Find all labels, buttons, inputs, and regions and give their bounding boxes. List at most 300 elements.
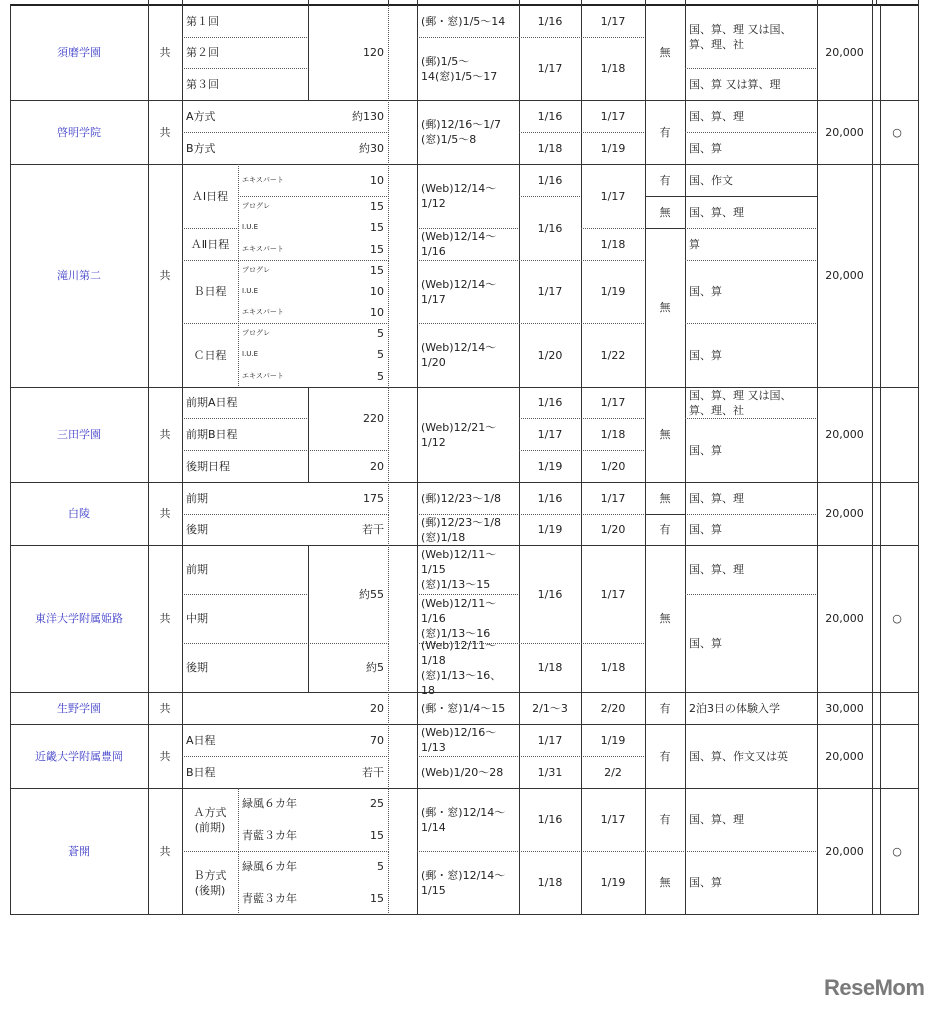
subjects-text: 国、算	[689, 636, 722, 650]
round-row	[182, 514, 389, 546]
interview	[645, 692, 686, 725]
course-capacity: 10	[370, 173, 384, 187]
subjects-text: 国、算、理	[689, 205, 744, 219]
application-period-text: (Web)12/14～1/17	[421, 277, 497, 306]
course-name: 緑風６カ年	[242, 797, 297, 811]
course-row	[242, 305, 384, 320]
interview	[645, 196, 686, 229]
subjects-text: 2泊3日の体験入学	[689, 701, 780, 715]
exam-date-text: 1/16	[537, 813, 563, 826]
exam-date	[519, 692, 582, 725]
announce-date	[581, 37, 646, 101]
interview	[645, 851, 686, 915]
exam-date	[519, 545, 582, 644]
round-label-text: 中期	[186, 612, 208, 625]
coed-type-text: 共	[159, 125, 171, 139]
application-period	[417, 228, 520, 261]
subjects-text: 国、算、理	[689, 813, 744, 826]
blank-cell	[388, 5, 418, 101]
school-name	[10, 482, 149, 546]
course-name: I.U.E	[242, 287, 259, 295]
course-capacity: 15	[370, 221, 384, 235]
exam-date-text: 1/19	[537, 523, 563, 536]
application-period	[417, 100, 520, 165]
exam-date	[519, 482, 582, 515]
subjects	[685, 418, 818, 483]
application-period-text: (郵)12/23～1/8	[421, 491, 501, 505]
application-period-text: (郵・窓)12/14～ 1/15	[421, 868, 506, 897]
exam-date-text: 1/17	[537, 62, 563, 75]
course-name: 緑風６カ年	[242, 860, 297, 874]
subjects	[685, 323, 818, 388]
round-label	[182, 37, 309, 69]
announce-date-text: 1/17	[600, 587, 626, 601]
interview-text: 無	[659, 301, 671, 314]
coed-type-text: 共	[159, 612, 171, 625]
mark-cell	[876, 482, 919, 546]
coed-type	[148, 482, 183, 546]
coed-type	[148, 387, 183, 483]
announce-date-text: 1/17	[600, 813, 626, 826]
school-name-text: 近畿大学附属豊岡	[35, 749, 123, 763]
interview	[645, 164, 686, 197]
course-name: 青藍３カ年	[242, 891, 297, 905]
capacity-text: 約5	[366, 661, 384, 674]
school-name	[10, 545, 149, 693]
announce-date-text: 1/17	[600, 491, 626, 505]
application-period-text: (郵・窓)1/4～15	[421, 701, 506, 715]
capacity-text: 約55	[359, 587, 384, 601]
application-period	[417, 5, 520, 38]
course-cell	[238, 323, 389, 388]
exam-fee	[817, 724, 873, 789]
application-period-text: (Web)12/11～1/18 (窓)1/13～16、18	[421, 638, 502, 697]
interview-text: 無	[659, 612, 671, 625]
round-label: A方式	[186, 109, 216, 123]
round-label	[182, 387, 309, 419]
capacity: 70	[370, 733, 384, 747]
blank-cell	[388, 724, 418, 789]
subjects-text: 国、算	[689, 523, 722, 536]
course-name: エキスパート	[242, 175, 284, 184]
subjects	[685, 851, 818, 915]
mark-cell	[876, 788, 919, 915]
exam-date	[519, 450, 582, 483]
subjects	[685, 196, 818, 229]
subjects	[685, 482, 818, 515]
school-name-text: 蒼開	[68, 844, 90, 858]
interview	[645, 482, 686, 515]
announce-date	[581, 545, 646, 644]
mark-cell	[876, 545, 919, 693]
coed-type	[148, 100, 183, 165]
round-label	[182, 594, 309, 644]
course-capacity: 15	[370, 891, 384, 905]
blank-cell	[388, 482, 418, 546]
exam-date-text: 1/18	[537, 141, 563, 155]
exam-date-text: 1/20	[537, 348, 563, 362]
interview-text: 有	[659, 701, 671, 715]
course-capacity: 25	[370, 797, 384, 811]
exam-date	[519, 756, 582, 789]
interview-text: 無	[659, 428, 671, 441]
exam-date-text: 1/17	[537, 427, 563, 441]
subjects-text: 国、算	[689, 285, 722, 298]
announce-date-text: 1/17	[600, 189, 626, 203]
application-period-text: (郵・窓)12/14～ 1/14	[421, 805, 506, 834]
interview-text: 無	[659, 46, 671, 59]
course-name: プログレ	[242, 202, 270, 211]
round-label	[182, 164, 239, 229]
capacity: 175	[363, 491, 384, 505]
subjects	[685, 68, 818, 101]
interview-text: 有	[659, 523, 671, 536]
course-capacity: 15	[370, 200, 384, 214]
capacity: 約130	[352, 109, 384, 123]
round-label-text: 前期B日程	[186, 427, 238, 441]
exam-date	[519, 132, 582, 165]
round-label	[182, 228, 239, 261]
mark-cell	[876, 724, 919, 789]
blank-cell	[388, 545, 418, 693]
interview	[645, 228, 686, 388]
course-capacity: 10	[370, 285, 384, 298]
announce-date-text: 1/17	[600, 109, 626, 123]
exam-fee	[817, 164, 873, 388]
coed-type-text: 共	[159, 428, 171, 441]
announce-date	[581, 851, 646, 915]
subjects	[685, 387, 818, 419]
subjects-text: 国、算、理	[689, 491, 744, 505]
course-row	[242, 263, 384, 278]
coed-type	[148, 545, 183, 693]
course-name: I.U.E	[242, 350, 259, 359]
school-name	[10, 387, 149, 483]
coed-type	[148, 5, 183, 101]
announce-date-text: 2/20	[600, 701, 626, 715]
capacity-text: 220	[363, 412, 384, 425]
capacity	[308, 387, 389, 451]
exam-date-text: 1/16	[537, 14, 563, 28]
exam-date	[519, 851, 582, 915]
course-capacity: 5	[377, 348, 384, 362]
announce-date-text: 1/18	[600, 661, 626, 674]
round-label-text: Ｂ方式 (後期)	[193, 868, 227, 897]
subjects	[685, 724, 818, 789]
round-label-text: ＡⅡ日程	[190, 237, 230, 251]
round-label	[182, 5, 309, 38]
school-name	[10, 692, 149, 725]
application-period-text: (Web)12/11～1/15 (窓)1/13～15	[421, 548, 497, 591]
round-label	[182, 851, 239, 915]
exam-date	[519, 5, 582, 38]
round-label	[182, 788, 239, 852]
coed-type-text: 共	[159, 507, 171, 520]
interview	[645, 545, 686, 693]
subjects-text: 国、算、理	[689, 109, 744, 123]
coed-type	[148, 724, 183, 789]
announce-date	[581, 643, 646, 693]
course-row	[242, 828, 384, 843]
application-period-text: (郵)1/5～ 14(窓)1/5～17	[421, 54, 498, 83]
course-cell	[238, 788, 389, 852]
round-label-text: Ａ方式 (前期)	[193, 805, 227, 834]
course-row	[242, 859, 384, 874]
round-label	[182, 418, 309, 451]
round-label: 前期	[186, 491, 208, 505]
round-label-text: 第２回	[186, 46, 219, 59]
application-period-text: (郵・窓)1/5～14	[421, 14, 506, 28]
school-name	[10, 788, 149, 915]
round-label-text: 前期	[186, 563, 208, 576]
capacity-text: 20	[370, 459, 384, 473]
exam-date	[519, 100, 582, 133]
application-period	[417, 756, 520, 789]
school-name	[10, 164, 149, 388]
subjects-text: 国、作文	[689, 173, 733, 187]
coed-type-text: 共	[159, 749, 171, 763]
school-name-text: 白陵	[68, 507, 90, 520]
coed-type-text: 共	[159, 701, 171, 715]
announce-date	[581, 100, 646, 133]
exam-fee-text: 20,000	[825, 125, 864, 139]
course-name: エキスパート	[242, 244, 284, 253]
application-period	[417, 323, 520, 388]
exam-fee-text: 20,000	[825, 428, 864, 441]
announce-date	[581, 323, 646, 388]
school-name-text: 須磨学園	[57, 46, 101, 59]
round-label: A日程	[186, 733, 216, 747]
exam-date	[519, 323, 582, 388]
school-name-text: 啓明学院	[57, 125, 101, 139]
application-period-text: (Web)12/16～1/13	[421, 726, 497, 754]
course-cell	[238, 196, 389, 261]
announce-date-text: 1/19	[600, 733, 626, 747]
exam-date	[519, 164, 582, 197]
exam-fee	[817, 692, 873, 725]
announce-date-text: 1/18	[600, 62, 626, 75]
round-label-text: 前期A日程	[186, 396, 238, 409]
exam-date-text: 1/16	[537, 221, 563, 235]
round-label: B方式	[186, 141, 216, 155]
interview-text: 有	[659, 125, 671, 139]
course-capacity: 5	[377, 369, 384, 383]
capacity	[308, 545, 389, 644]
exam-date	[519, 418, 582, 451]
school-name-text: 生野学園	[57, 701, 101, 715]
mark-cell-text: ○	[892, 612, 902, 625]
exam-fee-text: 20,000	[825, 269, 864, 282]
course-capacity: 5	[377, 860, 384, 874]
subjects	[685, 5, 818, 69]
application-period-text: (郵)12/23～1/8 (窓)1/18	[421, 515, 501, 544]
announce-date-text: 1/19	[600, 876, 626, 889]
round-label	[182, 545, 309, 595]
interview	[645, 5, 686, 101]
course-name: 青藍３カ年	[242, 828, 297, 842]
mark-cell-text: ○	[892, 125, 902, 139]
subjects-text: 算	[689, 237, 700, 251]
course-capacity: 5	[377, 327, 384, 341]
application-period	[417, 482, 520, 515]
round-label-text: 後期	[186, 661, 208, 674]
school-name	[10, 100, 149, 165]
course-name: I.U.E	[242, 223, 259, 232]
announce-date	[581, 260, 646, 324]
exam-fee	[817, 482, 873, 546]
exam-date-text: 2/1～3	[532, 701, 568, 715]
announce-date	[581, 132, 646, 165]
course-name: エキスパート	[242, 371, 284, 380]
blank-cell	[388, 164, 418, 388]
round-label-text: ＡⅠ日程	[191, 189, 229, 203]
round-label	[182, 260, 239, 324]
round-label-text: 第３回	[186, 77, 219, 91]
mark-cell	[876, 5, 919, 101]
round-label	[182, 643, 309, 693]
application-period-text: (Web)12/11～1/16 (窓)1/13～16	[421, 597, 497, 640]
round-label	[182, 450, 309, 483]
round-row	[182, 100, 389, 133]
coed-type-text: 共	[159, 269, 171, 282]
round-row	[182, 482, 389, 515]
interview-text: 無	[659, 876, 671, 889]
exam-fee-text: 20,000	[825, 612, 864, 625]
capacity: 約30	[359, 141, 384, 155]
subjects	[685, 132, 818, 165]
interview-text: 無	[659, 205, 671, 219]
course-cell	[238, 260, 389, 324]
announce-date	[581, 692, 646, 725]
round-label-text: 後期日程	[186, 459, 230, 473]
exam-fee	[817, 387, 873, 483]
round-row	[182, 132, 389, 165]
round-row	[182, 724, 389, 757]
subjects-text: 国、算、理 又は国、算、理、社	[689, 22, 792, 51]
announce-date	[581, 164, 646, 229]
announce-date-text: 1/20	[600, 523, 626, 536]
application-period	[417, 545, 520, 595]
subjects-text: 国、算	[689, 876, 722, 889]
announce-date	[581, 482, 646, 515]
exam-date	[519, 788, 582, 852]
school-name-text: 三田学園	[57, 428, 101, 441]
exam-date	[519, 37, 582, 101]
round-row	[182, 756, 389, 789]
subjects	[685, 545, 818, 595]
exam-fee	[817, 788, 873, 915]
course-name: プログレ	[242, 266, 270, 274]
application-period	[417, 788, 520, 852]
exam-date-text: 1/17	[537, 285, 563, 298]
subjects	[685, 788, 818, 852]
exam-date	[519, 260, 582, 324]
school-name-text: 滝川第二	[57, 269, 101, 282]
course-row	[242, 326, 384, 341]
exam-date-text: 1/16	[537, 491, 563, 505]
blank-cell	[388, 100, 418, 165]
school-name	[10, 5, 149, 101]
exam-fee	[817, 100, 873, 165]
announce-date	[581, 418, 646, 451]
coed-type-text: 共	[159, 844, 171, 858]
announce-date	[581, 450, 646, 483]
subjects	[685, 100, 818, 133]
coed-type	[148, 788, 183, 915]
exam-date-text: 1/16	[537, 173, 563, 187]
round-label-text: Ｃ日程	[193, 348, 227, 362]
exam-date-text: 1/16	[537, 109, 563, 123]
interview-text: 有	[659, 173, 671, 187]
capacity	[308, 450, 389, 483]
school-name-text: 東洋大学附属姫路	[35, 612, 123, 625]
subjects-text: 国、算、理	[689, 563, 744, 576]
exam-fee-text: 20,000	[825, 507, 864, 520]
announce-date	[581, 387, 646, 419]
mark-cell	[876, 692, 919, 725]
exam-date	[519, 387, 582, 419]
round-label	[182, 323, 239, 388]
mark-cell	[876, 164, 919, 388]
blank-cell	[388, 387, 418, 483]
subjects	[685, 692, 818, 725]
subjects-text: 国、算 又は算、理	[689, 77, 781, 91]
exam-fee-text: 20,000	[825, 46, 864, 59]
interview	[645, 100, 686, 165]
course-capacity: 10	[370, 306, 384, 319]
subjects	[685, 228, 818, 261]
course-row	[242, 347, 384, 362]
capacity: 若干	[362, 765, 384, 779]
application-period	[417, 37, 520, 101]
announce-date-text: 1/18	[600, 237, 626, 251]
announce-date	[581, 514, 646, 546]
application-period	[417, 638, 520, 697]
application-period	[417, 692, 520, 725]
blank-cell	[388, 788, 418, 915]
application-period	[417, 851, 520, 915]
application-period-text: (Web)12/14～1/16	[421, 230, 497, 258]
course-name: プログレ	[242, 329, 270, 338]
course-name: エキスパート	[242, 308, 284, 316]
exam-date-text: 1/16	[537, 396, 563, 409]
subjects	[685, 594, 818, 693]
round-label: 後期	[186, 523, 208, 536]
mark-cell-text: ○	[892, 844, 902, 858]
exam-date	[519, 724, 582, 757]
application-period-text: (Web)1/20～28	[421, 765, 504, 779]
round-label: B日程	[186, 765, 216, 779]
mark-cell	[876, 387, 919, 483]
capacity: 20	[370, 701, 384, 715]
exam-date-text: 1/19	[537, 459, 563, 473]
announce-date	[581, 228, 646, 261]
subjects-text: 国、算	[689, 141, 722, 155]
blank-cell	[388, 692, 418, 725]
coed-type-text: 共	[159, 46, 171, 59]
capacity: 若干	[362, 523, 384, 536]
interview	[645, 387, 686, 483]
course-row	[242, 199, 384, 214]
school-name	[10, 724, 149, 789]
course-row	[242, 284, 384, 299]
resemom-logo: ReseMom	[824, 975, 925, 1000]
announce-date-text: 1/22	[600, 348, 626, 362]
application-period	[417, 260, 520, 324]
subjects-text: 国、算	[689, 443, 722, 457]
course-row	[242, 891, 384, 906]
course-row	[242, 242, 384, 257]
